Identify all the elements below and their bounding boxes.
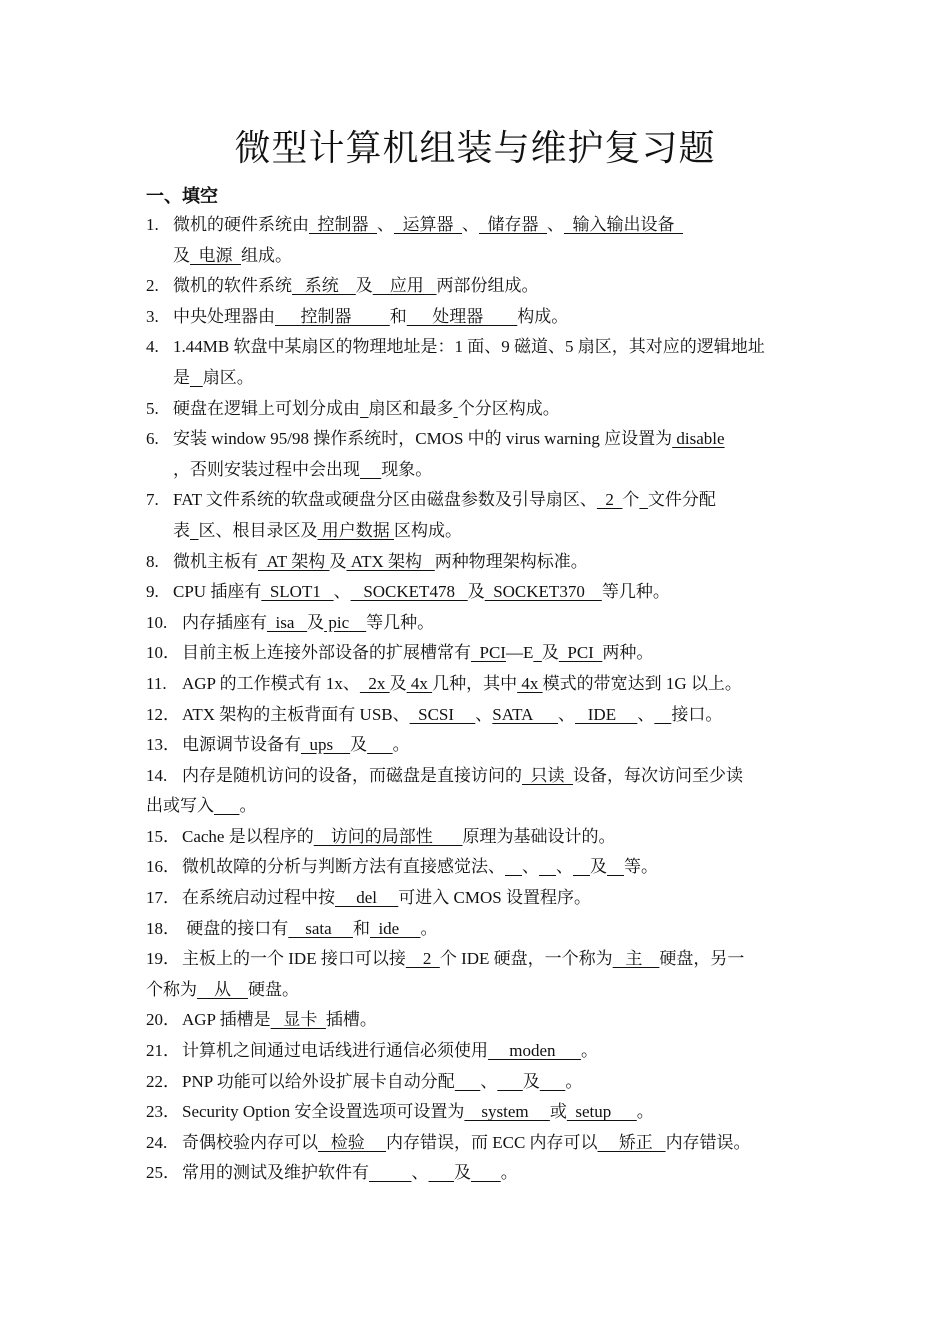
question-line [146, 424, 812, 455]
question-text: —E [505, 643, 534, 663]
question-text: 组成。 [241, 245, 292, 265]
answer-blank: system [464, 1102, 550, 1122]
answer-blank: 运算器 [394, 215, 462, 234]
question-text: 、 [556, 857, 573, 877]
answer-blank: 控制器 [275, 306, 390, 326]
question-text: 及 [467, 582, 485, 602]
question-text: 及 [590, 857, 607, 877]
question-line [146, 332, 812, 363]
question-text: Security Option 安全设置选项可设置为 [182, 1102, 465, 1122]
question-text: 内存是随机访问的设备，而磁盘是直接访问的 [182, 765, 522, 785]
question-text: 、 [462, 215, 479, 234]
answer-blank: moden [488, 1041, 582, 1061]
answer-blank: 4x [406, 673, 433, 693]
answer-blank: ide [369, 918, 421, 938]
answer-blank [573, 857, 590, 876]
answer-blank: 主 [612, 949, 660, 969]
question-text: FAT 文件系统的软盘或硬盘分区由磁盘参数及引导扇区、 [173, 490, 597, 510]
question-text: 及 [350, 735, 368, 755]
question-number: 22． [146, 1071, 180, 1091]
question-line [146, 516, 812, 547]
question-text: 微机的软件系统 [173, 276, 292, 296]
answer-blank: PCI [471, 643, 506, 663]
question-number: 23． [146, 1102, 180, 1122]
question-text: 常用的测试及维护软件有 [182, 1163, 369, 1183]
question-text: 。 [565, 1071, 583, 1091]
question-text: 及 [329, 551, 347, 571]
answer-blank: 4x [517, 673, 543, 693]
question-text: 及 [522, 1071, 540, 1091]
answer-blank: 从 [197, 979, 248, 999]
question-text: 。 [581, 1041, 599, 1061]
question-line [146, 638, 812, 669]
question-line [146, 669, 812, 700]
question-text: 两种物理架构标准。 [434, 551, 588, 571]
question-text: 硬盘的接口有 [182, 918, 289, 938]
question-text: 可进入 CMOS 设置程序。 [398, 888, 591, 908]
question-line [146, 1097, 812, 1128]
answer-blank: SLOT1 [261, 582, 334, 602]
answer-blank [607, 857, 624, 876]
question-text: 两种。 [602, 643, 654, 663]
question-line [146, 822, 812, 853]
answer-blank: 显卡 [270, 1010, 326, 1030]
question-text: AGP 的工作模式有 1x、 [182, 673, 360, 693]
answer-blank [360, 399, 369, 418]
question-line [146, 1128, 812, 1159]
question-line [146, 241, 812, 272]
question-text: 、 [637, 704, 655, 724]
answer-blank: 用户数据 [317, 520, 394, 540]
answer-blank: 矫正 [597, 1132, 666, 1152]
question-text: 模式的带宽达到 1G 以上。 [542, 673, 742, 693]
answer-blank [190, 368, 203, 387]
question-text: 区、根目录区及 [198, 520, 318, 540]
answer-blank [471, 1163, 501, 1182]
page-title: 微型计算机组装与维护复习题 [234, 128, 716, 168]
question-line [146, 608, 812, 639]
question-line [146, 1158, 812, 1189]
question-line [146, 791, 812, 822]
question-line [146, 852, 812, 883]
question-number: 17． [146, 888, 180, 908]
answer-blank: 处理器 [406, 306, 518, 326]
question-line [146, 700, 812, 731]
question-text: 及 [389, 673, 407, 693]
answer-blank [497, 1072, 523, 1091]
answer-blank: IDE [575, 704, 638, 724]
answer-blank [429, 1163, 455, 1182]
question-text: 现象。 [381, 459, 433, 479]
question-text: 、 [558, 704, 576, 724]
question-line [146, 363, 812, 394]
question-number: 25． [146, 1163, 180, 1183]
question-text: 1.44MB 软盘中某扇区的物理地址是：1 面、9 磁道、5 扇区，其对应的逻辑地址 [173, 337, 765, 357]
answer-blank: 2 [596, 490, 623, 510]
question-text: 和 [389, 306, 407, 326]
question-text: 出或写入 [146, 796, 214, 816]
answer-blank: 应用 [372, 276, 437, 296]
answer-blank [654, 705, 671, 724]
question-line [146, 547, 812, 578]
question-number: 14. [146, 765, 168, 785]
question-text: 等。 [624, 857, 658, 877]
question-line [146, 914, 812, 945]
question-number: 19． [146, 949, 180, 969]
question-text: 文件分配 [647, 490, 716, 510]
answer-blank [505, 857, 522, 876]
question-text: 两部份组成。 [436, 276, 539, 296]
answer-blank [539, 857, 556, 876]
question-text: 个 [622, 490, 640, 510]
answer-blank [639, 490, 648, 509]
question-text: 设备，每次访问至少读 [573, 765, 743, 785]
question-text: 在系统启动过程中按 [182, 888, 335, 908]
question-text: 和 [352, 918, 370, 938]
question-text: 内存错误，而 ECC 内存可以 [386, 1132, 598, 1152]
question-text: 表 [173, 520, 190, 540]
question-number: 16． [146, 857, 180, 877]
question-line [146, 975, 812, 1006]
question-number: 11. [146, 673, 167, 693]
question-number: 2. [146, 276, 159, 296]
question-line [146, 577, 812, 608]
question-number: 8. [146, 551, 159, 571]
question-line [146, 1036, 812, 1067]
answer-blank: disable [672, 429, 725, 449]
question-text: 个称为 [146, 979, 197, 999]
question-text: 、 [411, 1163, 429, 1183]
question-number: 6. [146, 429, 159, 449]
answer-blank: 检验 [318, 1132, 386, 1152]
question-text: 扇区和最多 [368, 398, 454, 418]
question-line [146, 210, 812, 241]
question-text: 区构成。 [394, 520, 462, 540]
question-number: 13． [146, 735, 180, 755]
question-text: 等几种。 [601, 582, 670, 602]
question-number: 4. [146, 337, 159, 357]
question-text: 硬盘在逻辑上可划分成由 [173, 398, 360, 418]
question-text: 硬盘。 [248, 979, 299, 999]
question-number: 21． [146, 1041, 180, 1061]
question-line [146, 761, 812, 792]
question-text: 等几种。 [366, 612, 435, 632]
answer-blank: 2x [359, 673, 390, 693]
question-line [146, 302, 812, 333]
question-text: 内存错误。 [665, 1132, 751, 1152]
question-text: 电源调节设备有 [182, 735, 301, 755]
question-line [146, 271, 812, 302]
question-text: 。 [636, 1102, 654, 1122]
question-number: 3. [146, 306, 159, 326]
question-number: 15． [146, 826, 180, 846]
answer-blank: isa [267, 612, 308, 632]
answer-blank: 储存器 [479, 215, 547, 234]
question-text: ATX 架构的主板背面有 USB、 [182, 704, 410, 724]
question-text: AGP 插槽是 [182, 1010, 271, 1030]
question-text: 、 [547, 215, 564, 234]
answer-blank: SATA [492, 704, 559, 724]
question-text: 及 [541, 643, 559, 663]
question-text: 。 [420, 918, 438, 938]
question-line [146, 1067, 812, 1098]
question-line [146, 730, 812, 761]
section-heading: 一、填空 [146, 186, 218, 206]
answer-blank: 电源 [190, 245, 241, 265]
answer-blank: 2 [405, 949, 440, 969]
answer-blank [367, 735, 393, 754]
answer-blank [540, 1072, 566, 1091]
answer-blank: 系统 [292, 276, 356, 296]
question-text: 计算机之间通过电话线进行通信必须使用 [182, 1041, 488, 1061]
question-text: 。 [500, 1163, 518, 1183]
question-line [146, 883, 812, 914]
question-line [146, 394, 812, 425]
answer-blank: SOCKET478 [350, 582, 468, 602]
question-text: 几种，其中 [432, 673, 518, 693]
question-text: 构成。 [517, 306, 569, 326]
question-text: 奇偶校验内存可以 [182, 1132, 318, 1152]
question-text: 原理为基础设计的。 [462, 826, 616, 846]
question-text: Cache 是以程序的 [182, 826, 314, 846]
question-line [146, 1005, 812, 1036]
answer-blank: 只读 [522, 765, 573, 785]
question-number: 10. [146, 612, 168, 632]
answer-blank: 访问的局部性 [313, 826, 463, 846]
answer-blank: AT 架构 [258, 551, 330, 571]
answer-blank: del [335, 888, 399, 908]
question-line [146, 455, 812, 486]
question-text: 及 [173, 245, 190, 265]
answer-blank: ups [301, 735, 351, 755]
question-text: 及 [355, 276, 373, 296]
question-text: 中央处理器由 [173, 306, 275, 326]
question-text: 主板上的一个 IDE 接口可以接 [182, 949, 406, 969]
question-number: 9. [146, 582, 159, 602]
question-text: 微机故障的分析与判断方法有直接感觉法、 [182, 857, 505, 877]
question-text: 个分区构成。 [457, 398, 560, 418]
answer-blank: sata [288, 918, 353, 938]
question-text: 是 [173, 367, 190, 387]
question-number: 5. [146, 398, 159, 418]
answer-blank: 输入输出设备 [564, 215, 683, 234]
question-number: 24. [146, 1132, 168, 1152]
question-text: 及 [454, 1163, 471, 1183]
question-text: 。 [392, 735, 410, 755]
answer-blank [360, 460, 381, 479]
question-number: 18． [146, 918, 180, 938]
answer-blank: SCSI [409, 704, 476, 724]
question-text: 个 IDE 硬盘，一个称为 [439, 949, 613, 969]
answer-blank [190, 521, 199, 540]
question-number: 1. [146, 215, 159, 234]
answer-blank [214, 796, 240, 815]
question-text: 硬盘，另一 [659, 949, 745, 969]
question-number: 20． [146, 1010, 180, 1030]
question-text: 、 [522, 857, 539, 877]
question-text: 、 [480, 1071, 498, 1091]
question-line [146, 944, 812, 975]
question-text: 、 [377, 215, 394, 234]
answer-blank: ATX 架构 [346, 551, 435, 571]
answer-blank: SOCKET370 [484, 582, 602, 602]
question-text: 。 [239, 796, 257, 816]
question-text: 内存插座有 [182, 612, 267, 632]
question-text: 扇区。 [202, 367, 254, 387]
question-number: 10． [146, 643, 180, 663]
question-text: 插槽。 [325, 1010, 377, 1030]
answer-blank [533, 643, 542, 662]
question-text: 、 [475, 704, 493, 724]
question-number: 7. [146, 490, 159, 510]
question-text: CPU 插座有 [173, 582, 262, 602]
answer-blank: setup [566, 1102, 637, 1122]
question-text: 目前主板上连接外部设备的扩展槽常有 [182, 643, 471, 663]
question-text: 微机的硬件系统由 [173, 215, 309, 234]
answer-blank: pic [324, 612, 367, 632]
question-text: PNP 功能可以给外设扩展卡自动分配 [182, 1071, 455, 1091]
question-text: 接口。 [671, 704, 723, 724]
question-line [146, 485, 812, 516]
question-number: 12． [146, 704, 180, 724]
answer-blank [369, 1163, 412, 1182]
question-text: 安装 window 95/98 操作系统时，CMOS 中的 virus warning 应设置为 [173, 429, 673, 449]
question-text: 微机主板有 [173, 551, 258, 571]
question-text: 及 [307, 612, 325, 632]
answer-blank [455, 1072, 481, 1091]
question-text: ，否则安装过程中会出现 [173, 459, 360, 479]
answer-blank: PCI [558, 643, 603, 663]
question-text: 或 [549, 1102, 567, 1122]
answer-blank: 控制器 [309, 215, 377, 234]
question-list [146, 210, 812, 1189]
question-text: 、 [333, 582, 351, 602]
